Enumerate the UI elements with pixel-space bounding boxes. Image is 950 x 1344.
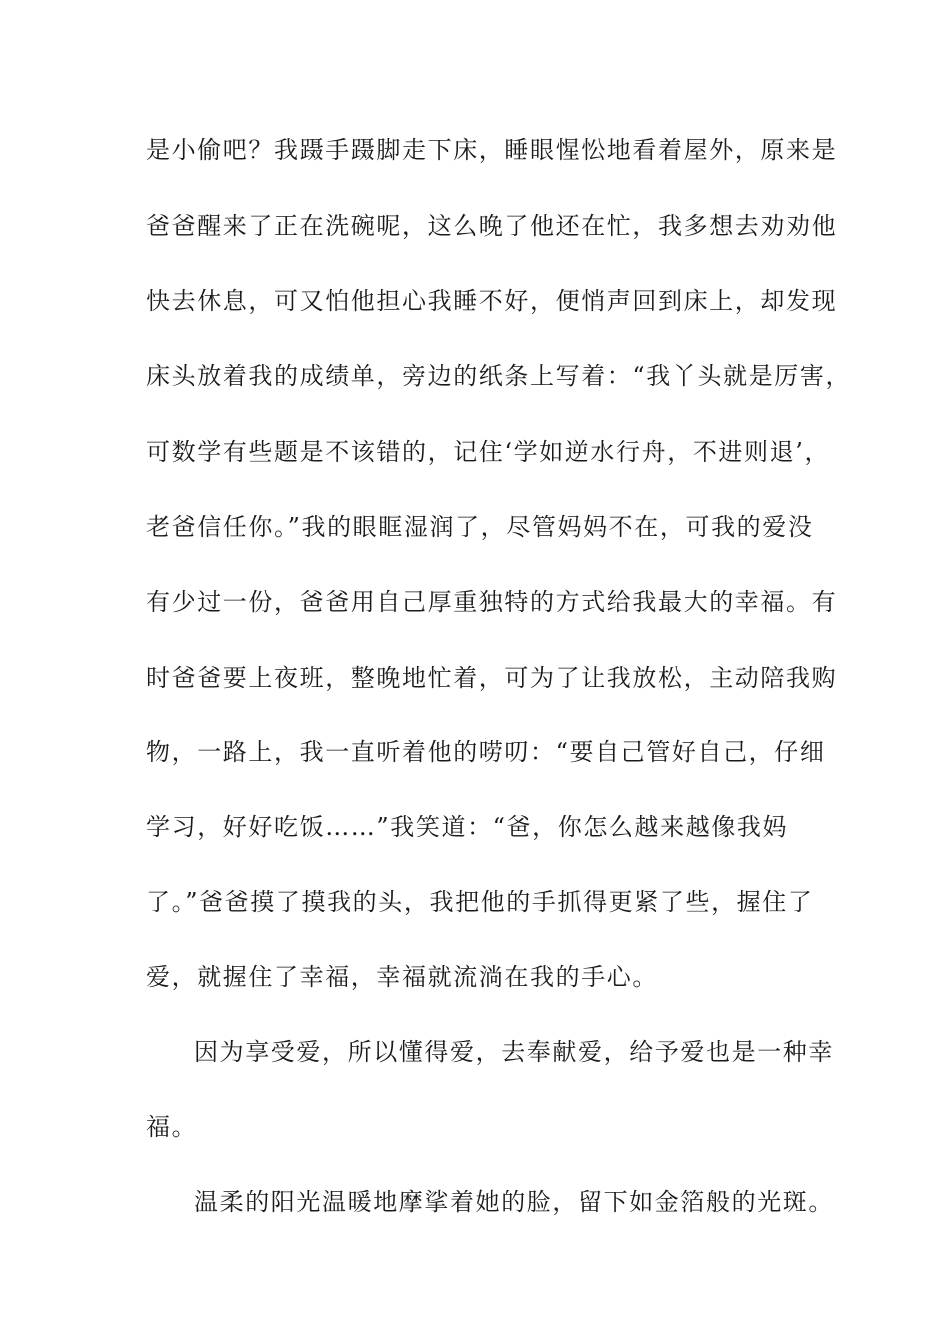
text-line-6: 老爸信任你。”我的眼眶湿润了，尽管妈妈不在，可我的爱没 [146, 513, 814, 541]
text-line-1: 是小偷吧？我蹑手蹑脚走下床，睡眼惺忪地看着屋外，原来是 [146, 136, 838, 164]
text-line-11: 了。”爸爸摸了摸我的头，我把他的手抓得更紧了些，握住了 [146, 888, 814, 916]
text-line-5: 可数学有些题是不该错的，记住‘学如逆水行舟，不进则退’， [146, 438, 831, 466]
text-line-10: 学习，好好吃饭……”我笑道：“爸，你怎么越来越像我妈 [146, 813, 789, 841]
text-line-3: 快去休息，可又怕他担心我睡不好，便悄声回到床上，却发现 [146, 287, 838, 315]
text-line-9: 物，一路上，我一直听着他的唠叨：“要自己管好自己，仔细 [146, 738, 826, 766]
paragraph-start-line-15: 温柔的阳光温暖地摩挲着她的脸，留下如金箔般的光斑。 [194, 1188, 834, 1216]
text-line-8: 时爸爸要上夜班，整晚地忙着，可为了让我放松，主动陪我购 [146, 664, 838, 692]
text-line-14: 福。 [146, 1113, 198, 1141]
text-line-7: 有少过一份，爸爸用自己厚重独特的方式给我最大的幸福。有 [146, 588, 838, 616]
text-line-2: 爸爸醒来了正在洗碗呢，这么晚了他还在忙，我多想去劝劝他 [146, 212, 838, 240]
text-line-4: 床头放着我的成绩单，旁边的纸条上写着：“我丫头就是厉害， [146, 362, 852, 390]
text-line-12: 爱，就握住了幸福，幸福就流淌在我的手心。 [146, 963, 658, 991]
paragraph-start-line-13: 因为享受爱，所以懂得爱，去奉献爱，给予爱也是一种幸 [194, 1038, 834, 1066]
